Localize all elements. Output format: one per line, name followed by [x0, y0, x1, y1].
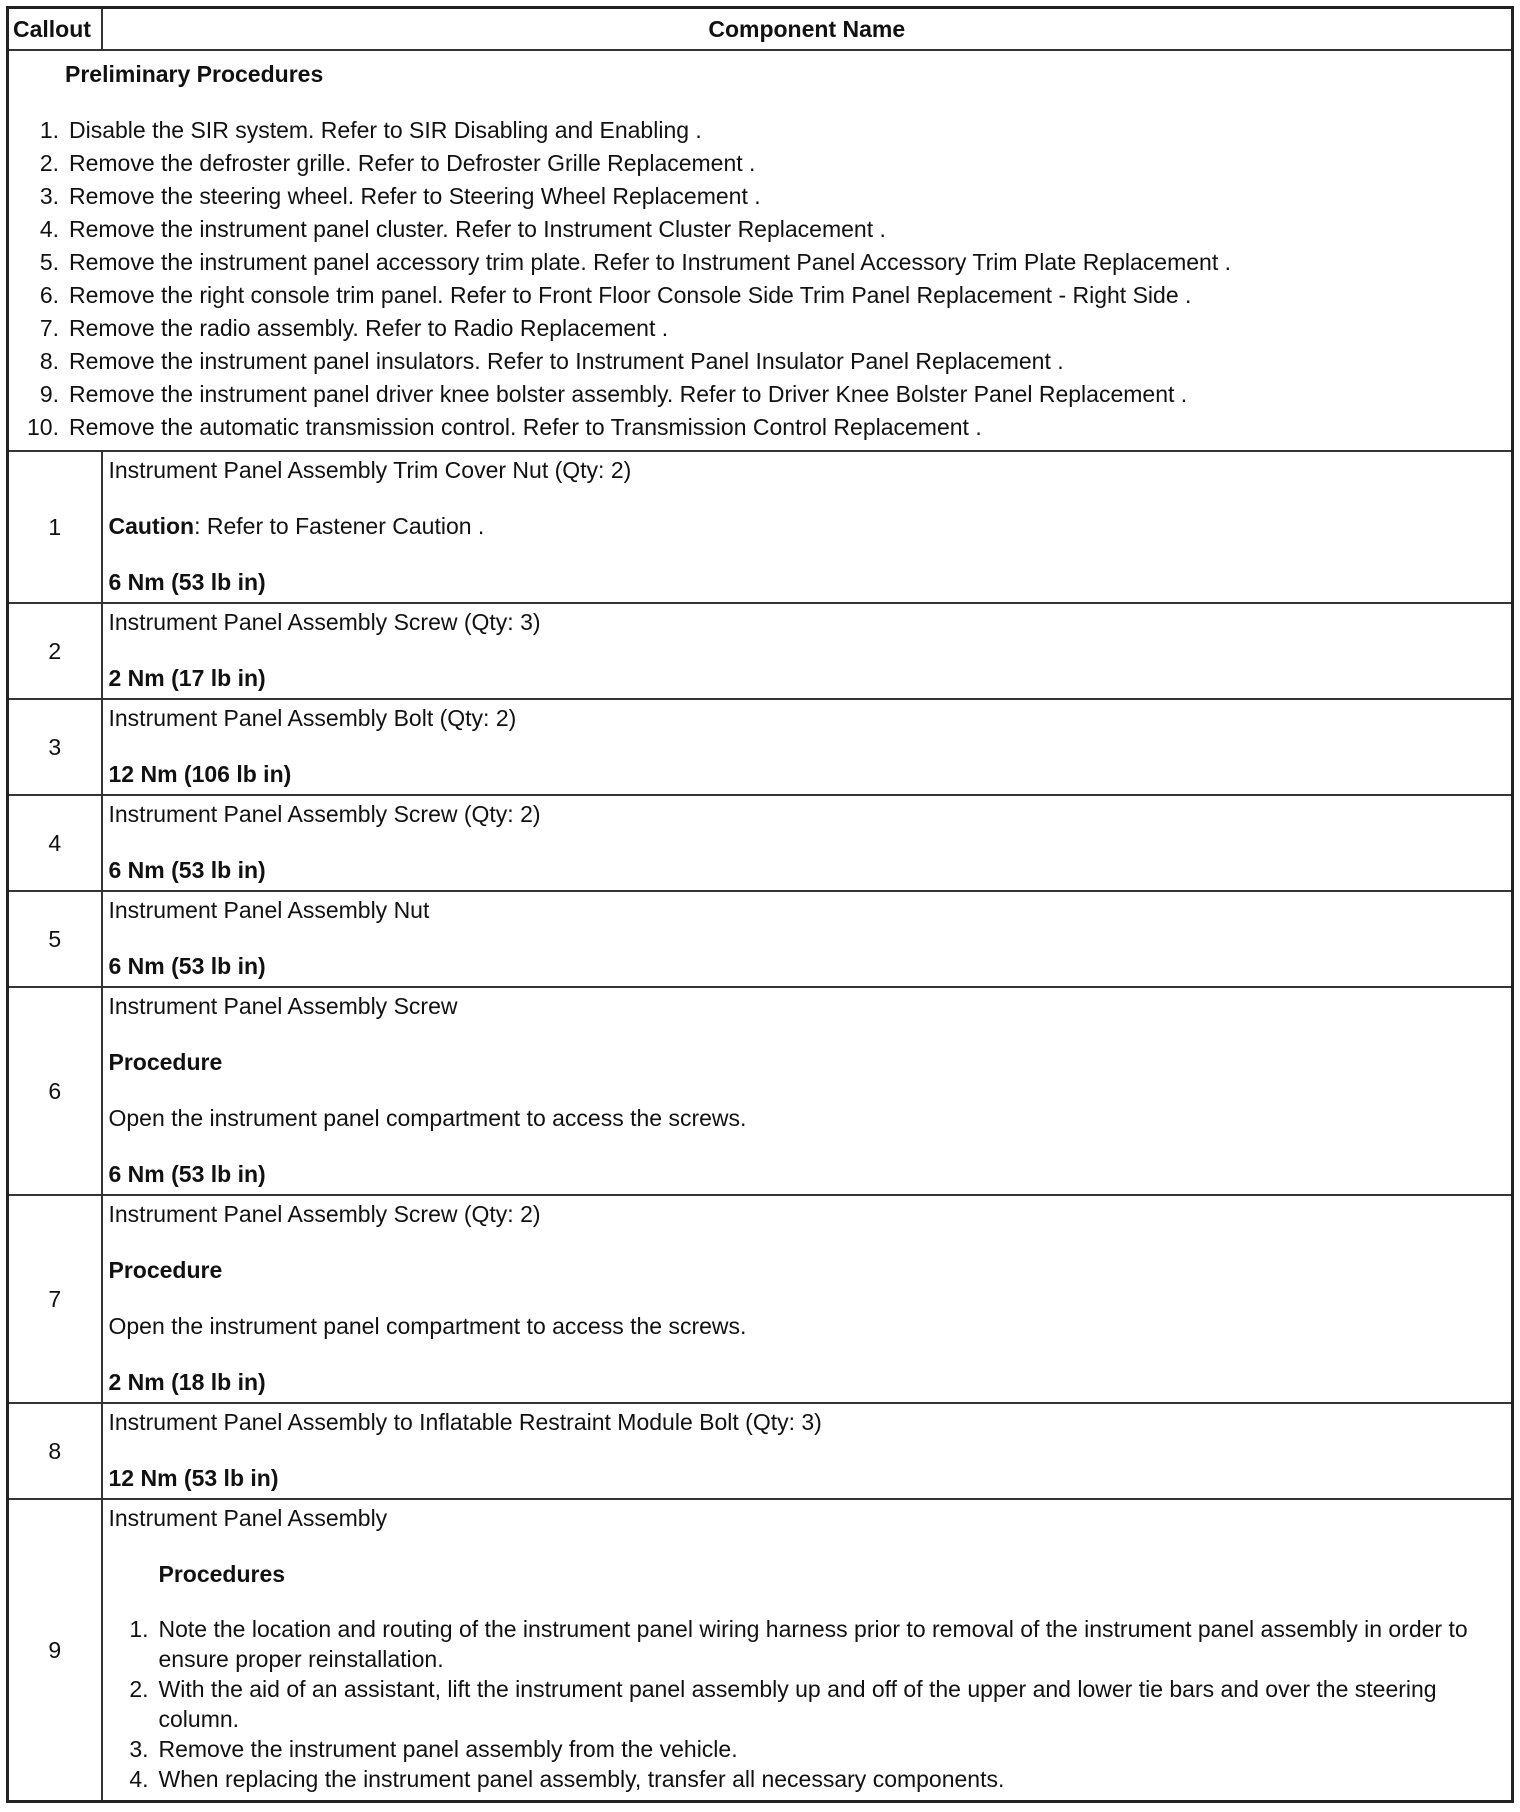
callout-number: 2: [8, 603, 102, 699]
component-name: Instrument Panel Assembly: [108, 1505, 388, 1531]
list-item: 2. With the aid of an assistant, lift the instrument panel assembly up and off of the upper and lower tie bars and over the steering column.: [129, 1676, 1437, 1732]
component-name: Instrument Panel Assembly Bolt (Qty: 2): [108, 705, 517, 731]
component-cell: [102, 1499, 1513, 1802]
component-cell: [102, 987, 1513, 1195]
table-row: [8, 795, 1513, 891]
table-row: [8, 603, 1513, 699]
table-row: [8, 1499, 1513, 1802]
torque-spec: 12 Nm (53 lb in): [108, 1465, 279, 1491]
callout-number: 8: [8, 1403, 102, 1499]
list-item: 2. Remove the defroster grille. Refer to Defroster Grille Replacement .: [39, 150, 756, 176]
callout-number: 3: [8, 699, 102, 795]
table-row: [8, 1403, 1513, 1499]
table-row: [8, 987, 1513, 1195]
table-row: [8, 891, 1513, 987]
component-cell: [102, 1403, 1513, 1499]
header-callout: Callout: [8, 8, 102, 51]
preliminary-steps: [9, 114, 1501, 444]
procedure-steps: [109, 1614, 1506, 1794]
callout-number: 1: [8, 451, 102, 603]
list-item: 8. Remove the instrument panel insulators. Refer to Instrument Panel Insulator Panel Replacement .: [39, 348, 1064, 374]
table-row: [8, 451, 1513, 603]
list-item: 4. When replacing the instrument panel assembly, transfer all necessary components.: [129, 1766, 1005, 1792]
component-name: Instrument Panel Assembly to Inflatable Restraint Module Bolt (Qty: 3): [108, 1409, 822, 1435]
callout-number: 9: [8, 1499, 102, 1802]
preliminary-procedures: [8, 50, 1513, 451]
procedures-title: Procedures: [158, 1561, 286, 1587]
list-item: 4. Remove the instrument panel cluster. Refer to Instrument Cluster Replacement .: [39, 216, 886, 242]
list-item: 3. Remove the instrument panel assembly from the vehicle.: [129, 1736, 738, 1762]
list-item: 1. Disable the SIR system. Refer to SIR Disabling and Enabling .: [39, 117, 702, 143]
callout-number: 5: [8, 891, 102, 987]
torque-spec: 2 Nm (17 lb in): [108, 665, 266, 691]
header-component-name: Component Name: [102, 8, 1513, 51]
list-item: 1. Note the location and routing of the instrument panel wiring harness prior to removal of the instrument panel assembly in order to ensure proper reinstallation.: [129, 1616, 1468, 1672]
list-item: 10. Remove the automatic transmission control. Refer to Transmission Control Replacement .: [27, 414, 982, 440]
component-name: Instrument Panel Assembly Screw (Qty: 2): [108, 1201, 541, 1227]
torque-spec: 2 Nm (18 lb in): [108, 1369, 266, 1395]
procedure-label: Procedure: [108, 1049, 223, 1075]
table-row: [8, 699, 1513, 795]
component-cell: [102, 603, 1513, 699]
list-item: 6. Remove the right console trim panel. Refer to Front Floor Console Side Trim Panel Replacement - Right Side .: [39, 282, 1192, 308]
component-name: Instrument Panel Assembly Trim Cover Nut (Qty: 2): [108, 457, 632, 483]
torque-spec: 12 Nm (106 lb in): [108, 761, 292, 787]
list-item: 9. Remove the instrument panel driver knee bolster assembly. Refer to Driver Knee Bolster Panel Replacement .: [39, 381, 1188, 407]
component-name: Instrument Panel Assembly Nut: [108, 897, 430, 923]
component-name: Instrument Panel Assembly Screw (Qty: 3): [108, 609, 541, 635]
callout-number: 6: [8, 987, 102, 1195]
callout-number: 7: [8, 1195, 102, 1403]
component-cell: [102, 795, 1513, 891]
callout-number: 4: [8, 795, 102, 891]
list-item: 3. Remove the steering wheel. Refer to Steering Wheel Replacement .: [39, 183, 761, 209]
component-table: [6, 6, 1514, 1803]
preliminary-row: [8, 50, 1513, 451]
component-cell: [102, 451, 1513, 603]
torque-spec: 6 Nm (53 lb in): [108, 1161, 266, 1187]
procedure-label: Procedure: [108, 1257, 223, 1283]
procedure-text: Open the instrument panel compartment to access the screws.: [108, 1105, 747, 1131]
preliminary-title: Preliminary Procedures: [65, 61, 324, 87]
table-header-row: [8, 8, 1513, 51]
torque-spec: 6 Nm (53 lb in): [108, 569, 266, 595]
component-cell: [102, 891, 1513, 987]
component-name: Instrument Panel Assembly Screw (Qty: 2): [108, 801, 541, 827]
list-item: 7. Remove the radio assembly. Refer to Radio Replacement .: [39, 315, 669, 341]
component-cell: [102, 699, 1513, 795]
component-name: Instrument Panel Assembly Screw: [108, 993, 458, 1019]
table-row: [8, 1195, 1513, 1403]
component-cell: [102, 1195, 1513, 1403]
torque-spec: 6 Nm (53 lb in): [108, 857, 266, 883]
torque-spec: 6 Nm (53 lb in): [108, 953, 266, 979]
caution-note: Caution: Refer to Fastener Caution .: [108, 513, 485, 539]
list-item: 5. Remove the instrument panel accessory trim plate. Refer to Instrument Panel Accessory Trim Plate Replacement .: [39, 249, 1231, 275]
procedure-text: Open the instrument panel compartment to access the screws.: [108, 1313, 747, 1339]
